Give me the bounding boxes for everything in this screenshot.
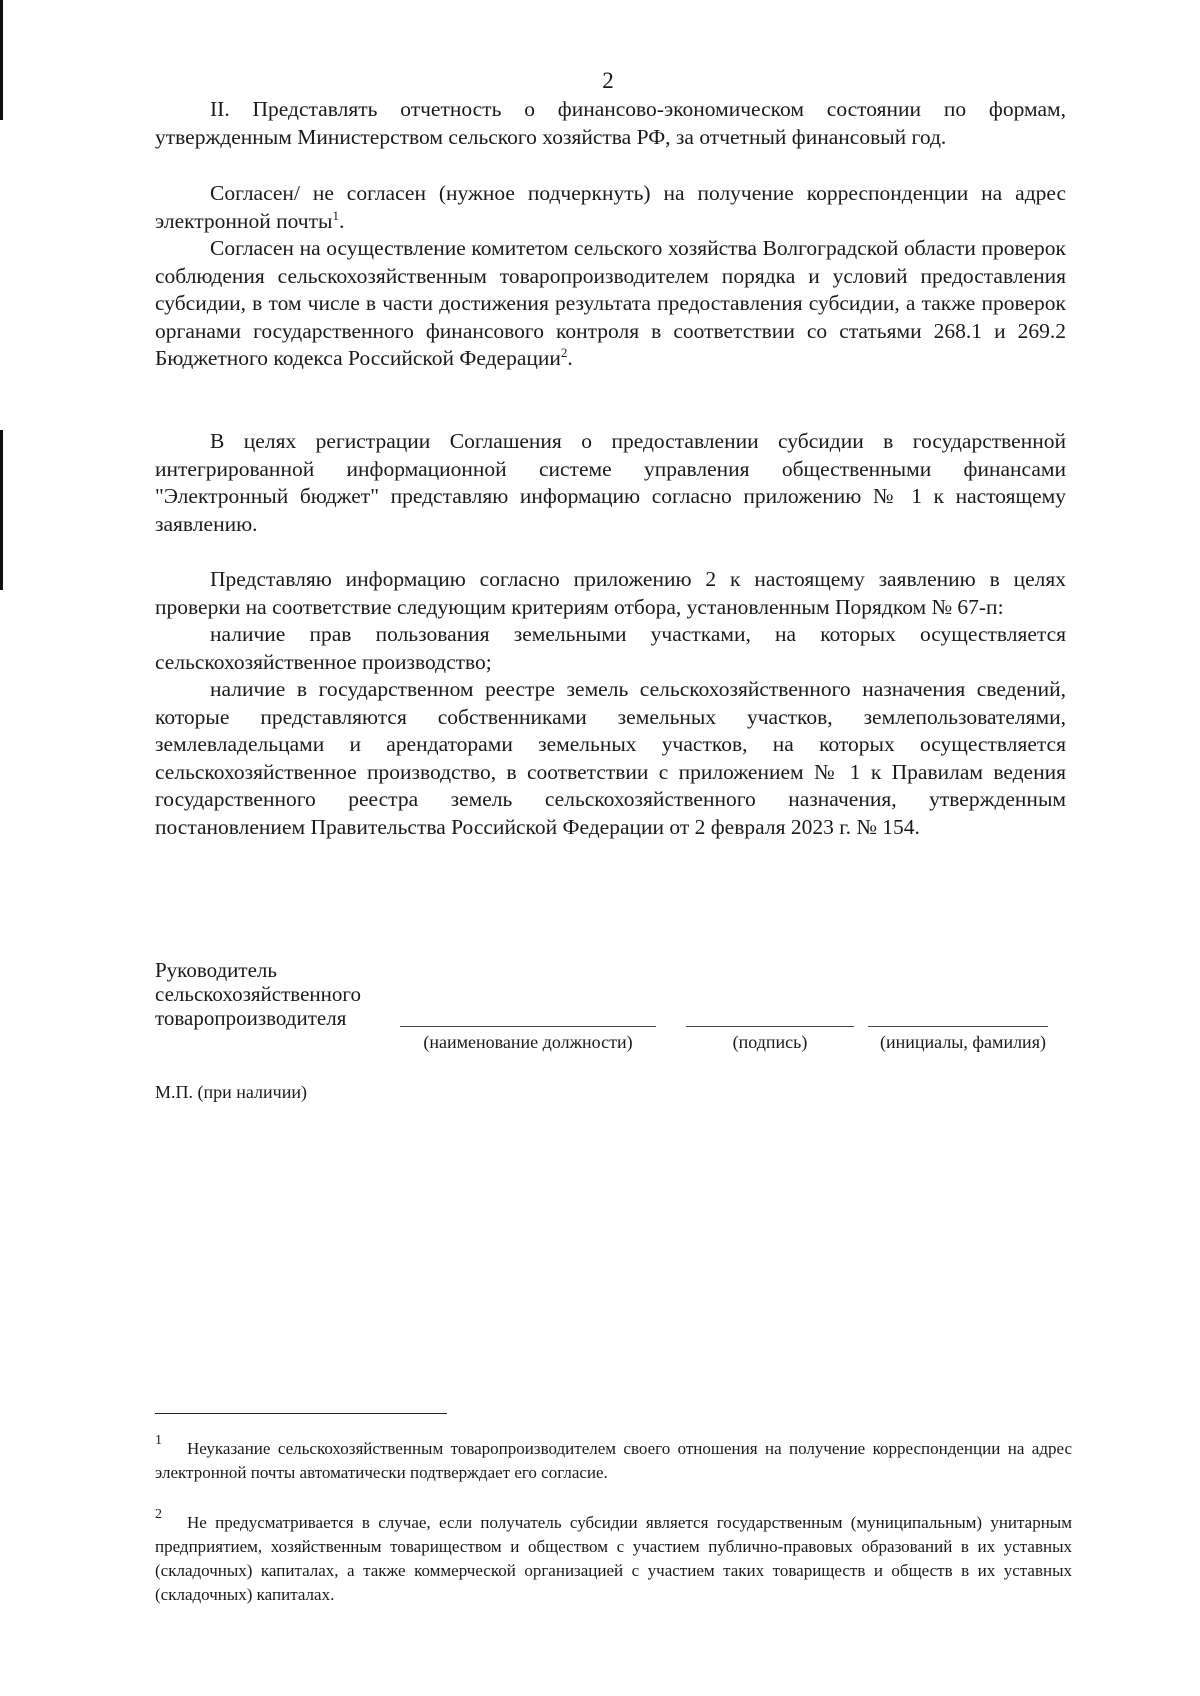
position-line bbox=[400, 1026, 656, 1027]
signature-caption: (подпись) bbox=[732, 1032, 808, 1052]
footnote-ref: 2 bbox=[560, 344, 568, 360]
footnote-ref: 1 bbox=[332, 207, 339, 223]
paragraph-criteria bbox=[155, 566, 1066, 841]
paragraph-inspection-consent bbox=[155, 235, 1066, 373]
paragraph-text: Согласен/ не согласен (нужное подчеркнуть) на получение корреспонденции на адрес электронной почты$^1$. bbox=[155, 181, 1066, 233]
scan-edge-mark bbox=[0, 430, 3, 590]
criteria-item: наличие в государственном реестре земель сельскохозяйственного назначения сведений, которые представляются собственниками земельных участков, землепользователями, землевладельцами и арендаторами земельных участков, на которых осуществляется сельскохозяйственное производство, в соответствии с приложением № 1 к Правилам ведения государственного реестра земель сельскохозяйственного назначения, утвержденным постановлением Правительства Российской Федерации от 2 февраля 2023 г. № 154. bbox=[155, 677, 1066, 839]
paragraph-text: Представляю информацию согласно приложению 2 к настоящему заявлению в целях проверки на соответствие следующим критериям отбора, установленным Порядком № 67-п: bbox=[155, 567, 1066, 619]
footnote-text: Неуказание сельскохозяйственным товаропроизводителем своего отношения на получение корреспонденции на адрес электронной почты автоматически подтверждает его согласие. bbox=[155, 1439, 1072, 1482]
name-line bbox=[868, 1026, 1048, 1027]
footnote-mark: 2 bbox=[155, 1507, 162, 1522]
signatory-label: Руководитель сельскохозяйственного товаропроизводителя bbox=[155, 958, 361, 1030]
footnote-mark: 1 bbox=[155, 1433, 162, 1448]
footnote-2 bbox=[155, 1507, 1072, 1607]
footnote-text: Не предусматривается в случае, если получатель субсидии является государственным (муниципальным) унитарным предприятием, хозяйственным товариществом и обществом с участием публично-правовых образований в их уставных (складочных) капиталах, а также коммерческой организацией с участием таких товариществ и обществ в их уставных (складочных) капиталах. bbox=[155, 1513, 1072, 1604]
scan-edge-mark bbox=[0, 0, 3, 120]
paragraph-text: Согласен на осуществление комитетом сельского хозяйства Волгоградской области проверок соблюдения сельскохозяйственным товаропроизводителем порядка и условий предоставления субсидии, в том числе в части достижения результата предоставления субсидии, а также проверок органами государственного финансового контроля в соответствии со статьями 268.1 и 269.2 Бюджетного кодекса Российской Федерации$^2$. bbox=[155, 236, 1066, 370]
footnote-1 bbox=[155, 1433, 1072, 1485]
stamp-note: М.П. (при наличии) bbox=[155, 1082, 307, 1102]
position-caption: (наименование должности) bbox=[423, 1032, 633, 1052]
paragraph-text: В целях регистрации Соглашения о предоставлении субсидии в государственной интегрированной информационной системе управления общественными финансами "Электронный бюджет" представляю информацию согласно приложению № 1 к настоящему заявлению. bbox=[155, 429, 1066, 536]
name-caption: (инициалы, фамилия) bbox=[880, 1032, 1046, 1052]
paragraph-email-consent bbox=[155, 180, 1066, 235]
paragraph-reporting bbox=[155, 96, 1066, 151]
page-number: 2 bbox=[602, 68, 614, 93]
footnote-separator bbox=[155, 1413, 447, 1414]
paragraph-text: II. Представлять отчетность о финансово-экономическом состоянии по формам, утвержденным Министерством сельского хозяйства РФ, за отчетный финансовый год. bbox=[155, 97, 1066, 149]
signature-line bbox=[686, 1026, 854, 1027]
paragraph-registration bbox=[155, 428, 1066, 538]
criteria-item: наличие прав пользования земельными участками, на которых осуществляется сельскохозяйственное производство; bbox=[155, 622, 1066, 674]
